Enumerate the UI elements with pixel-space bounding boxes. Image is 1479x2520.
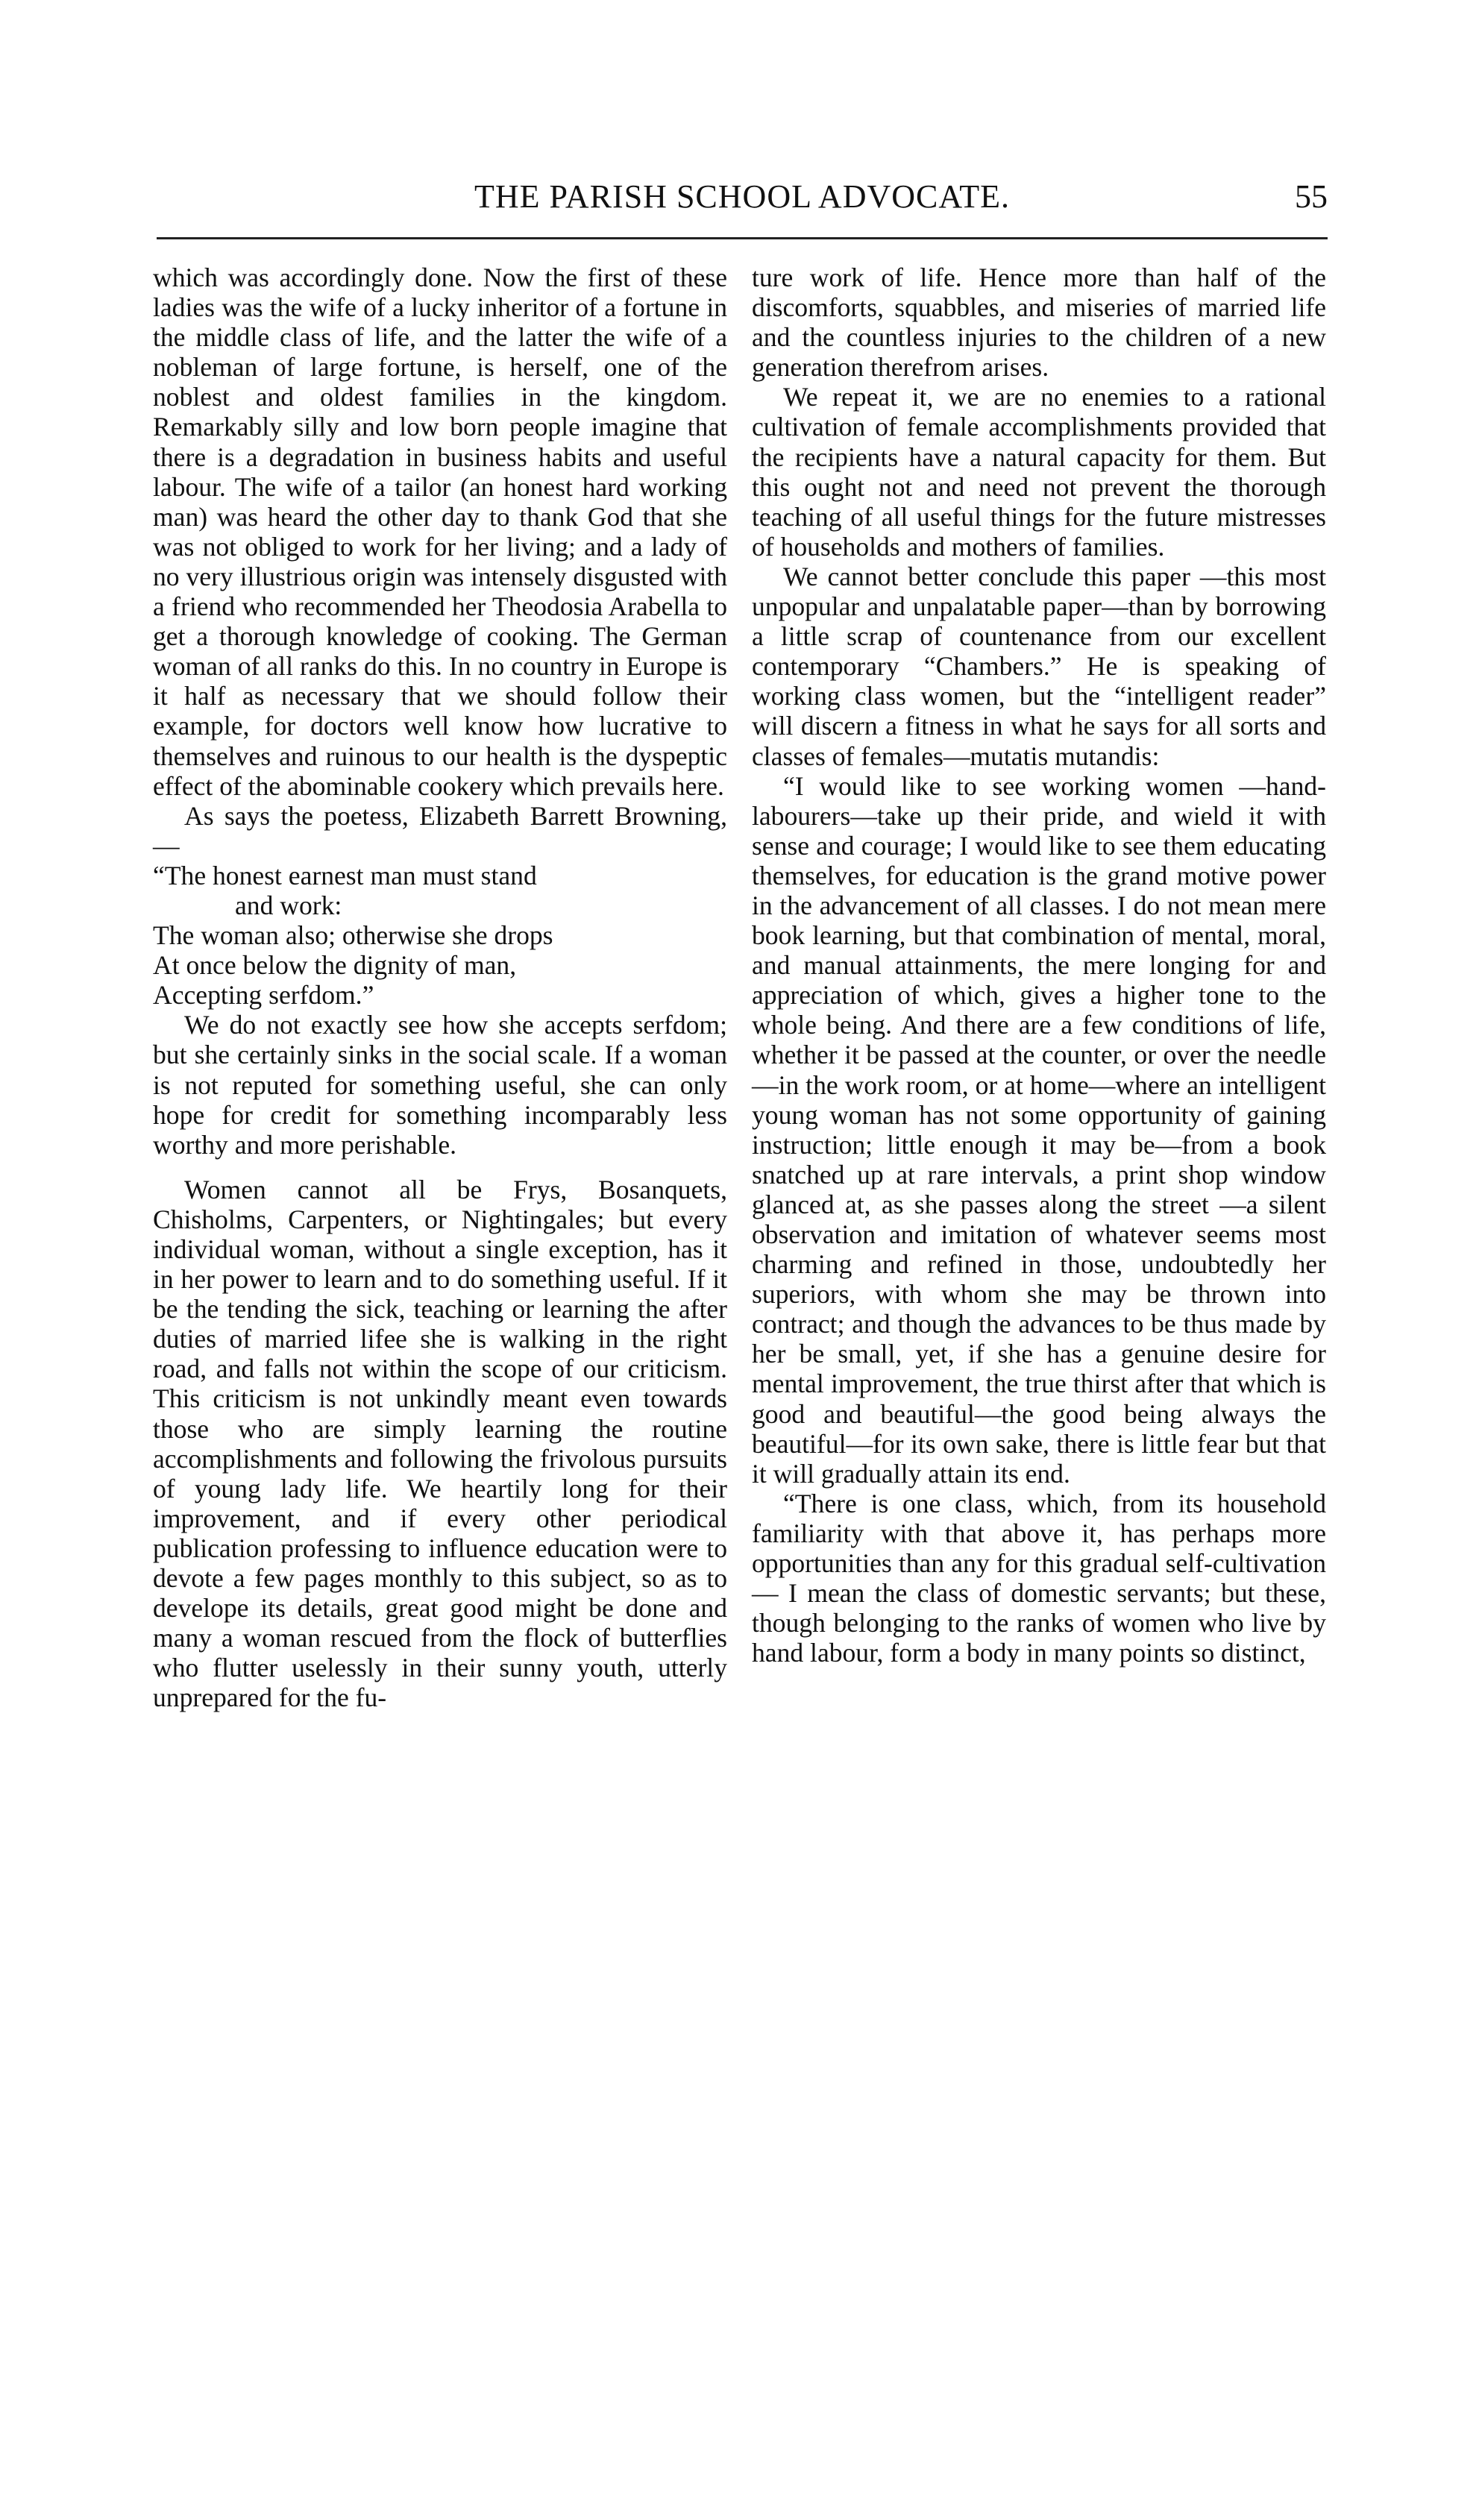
paragraph: ture work of life. Hence more than half of the discomforts, squabbles, and miseries of married life and the countless injuries to the children of a new generation therefrom arises. bbox=[752, 263, 1326, 383]
paragraph: We cannot better conclude this paper —this most unpopular and unpalatable paper—than by borrowing a little scrap of countenance from our excellent contemporary “Chambers.” He is speaking of working class women, but the “intelligent reader” will discern a fitness in what he says for all sorts and classes of females—mutatis mutandis: bbox=[752, 561, 1326, 771]
page-number: 55 bbox=[1295, 178, 1328, 215]
poem-line: and work: bbox=[235, 890, 342, 920]
poem-quote bbox=[153, 861, 727, 1010]
paragraph: We do not exactly see how she accepts serfdom; but she certainly sinks in the social scale. If a woman is not reputed for something useful, she can only hope for credit for something incomparably less worthy and more perishable. bbox=[153, 1010, 727, 1160]
paragraph: As says the poetess, Elizabeth Barrett Browning,— bbox=[153, 800, 727, 861]
poem-line: Accepting serfdom.” bbox=[153, 980, 374, 1011]
right-column bbox=[752, 263, 1326, 1668]
running-title: THE PARISH SCHOOL ADVOCATE. bbox=[474, 178, 1011, 215]
paragraph: which was accordingly done. Now the first of these ladies was the wife of a lucky inheritor of a fortune in the middle class of life, and the latter the wife of a nobleman of large fortune, is herself, one of the noblest and oldest families in the kingdom. Remarkably silly and low born people imagine that there is a degradation in business habits and useful labour. The wife of a tailor (an honest hard working man) was heard the other day to thank God that she was not obliged to work for her living; and a lady of no very illustrious origin was intensely disgusted with a friend who recommended her Theodosia Arabella to get a thorough knowledge of cooking. The German woman of all ranks do this. In no country in Europe is it half as necessary that we should follow their example, for doctors well know how lucrative to themselves and ruinous to our health is the dyspeptic effect of the abominable cookery which prevails here. bbox=[153, 263, 727, 801]
poem-line: “The honest earnest man must stand bbox=[153, 860, 537, 890]
paragraph: “There is one class, which, from its household familiarity with that above it, has perhaps more opportunities than any for this gradual self-cultivation— I mean the class of domestic servants; but these, though belonging to the ranks of women who live by hand labour, form a body in many points so distinct, bbox=[752, 1488, 1326, 1668]
poem-line: At once below the dignity of man, bbox=[153, 950, 517, 981]
paragraph: “I would like to see working women —hand-labourers—take up their pride, and wield it with sense and courage; I would like to see them educating themselves, for education is the grand motive power in the advancement of all classes. I do not mean mere book learning, but that combination of mental, moral, and manual attainments, the mere longing for and appreciation of which, gives a higher tone to the whole being. And there are a few conditions of life, whether it be passed at the counter, or over the needle—in the work room, or at home—where an intelligent young woman has not some opportunity of gaining instruction; little enough it may be—from a book snatched up at rare intervals, a print shop window glanced at, as she passes along the street —a silent observation and imitation of whatever seems most charming and refined in those, undoubtedly her superiors, with whom she may be thrown into contract; and though the advances to be thus made by her be small, yet, if she has a genuine desire for mental improvement, the true thirst after that which is good and beautiful—the good being always the beautiful—for its own sake, there is little fear but that it will gradually attain its end. bbox=[752, 770, 1326, 1489]
page-header bbox=[157, 170, 1328, 224]
poem-line: The woman also; otherwise she drops bbox=[153, 920, 553, 951]
header-rule bbox=[157, 237, 1328, 239]
paragraph: We repeat it, we are no enemies to a rational cultivation of female accomplishments provided that the recipients have a natural capacity for them. But this ought not and need not prevent the thorough teaching of all useful things for the future mistresses of households and mothers of families. bbox=[752, 382, 1326, 562]
left-column bbox=[153, 263, 727, 1713]
paragraph: Women cannot all be Frys, Bosanquets, Chisholms, Carpenters, or Nightingales; but every individual woman, without a single exception, has it in her power to learn and to do something useful. If it be the tending the sick, teaching or learning the after duties of married lifee she is walking in the right road, and falls not within the scope of our criticism. This criticism is not unkindly meant even towards those who are simply learning the routine accomplishments and following the frivolous pursuits of young lady life. We heartily long for their improvement, and if every other periodical publication professing to influence education were to devote a few pages monthly to this subject, so as to develope its details, great good might be done and many a woman rescued from the flock of butterflies who flutter uselessly in their sunny youth, utterly unprepared for the fu- bbox=[153, 1174, 727, 1713]
